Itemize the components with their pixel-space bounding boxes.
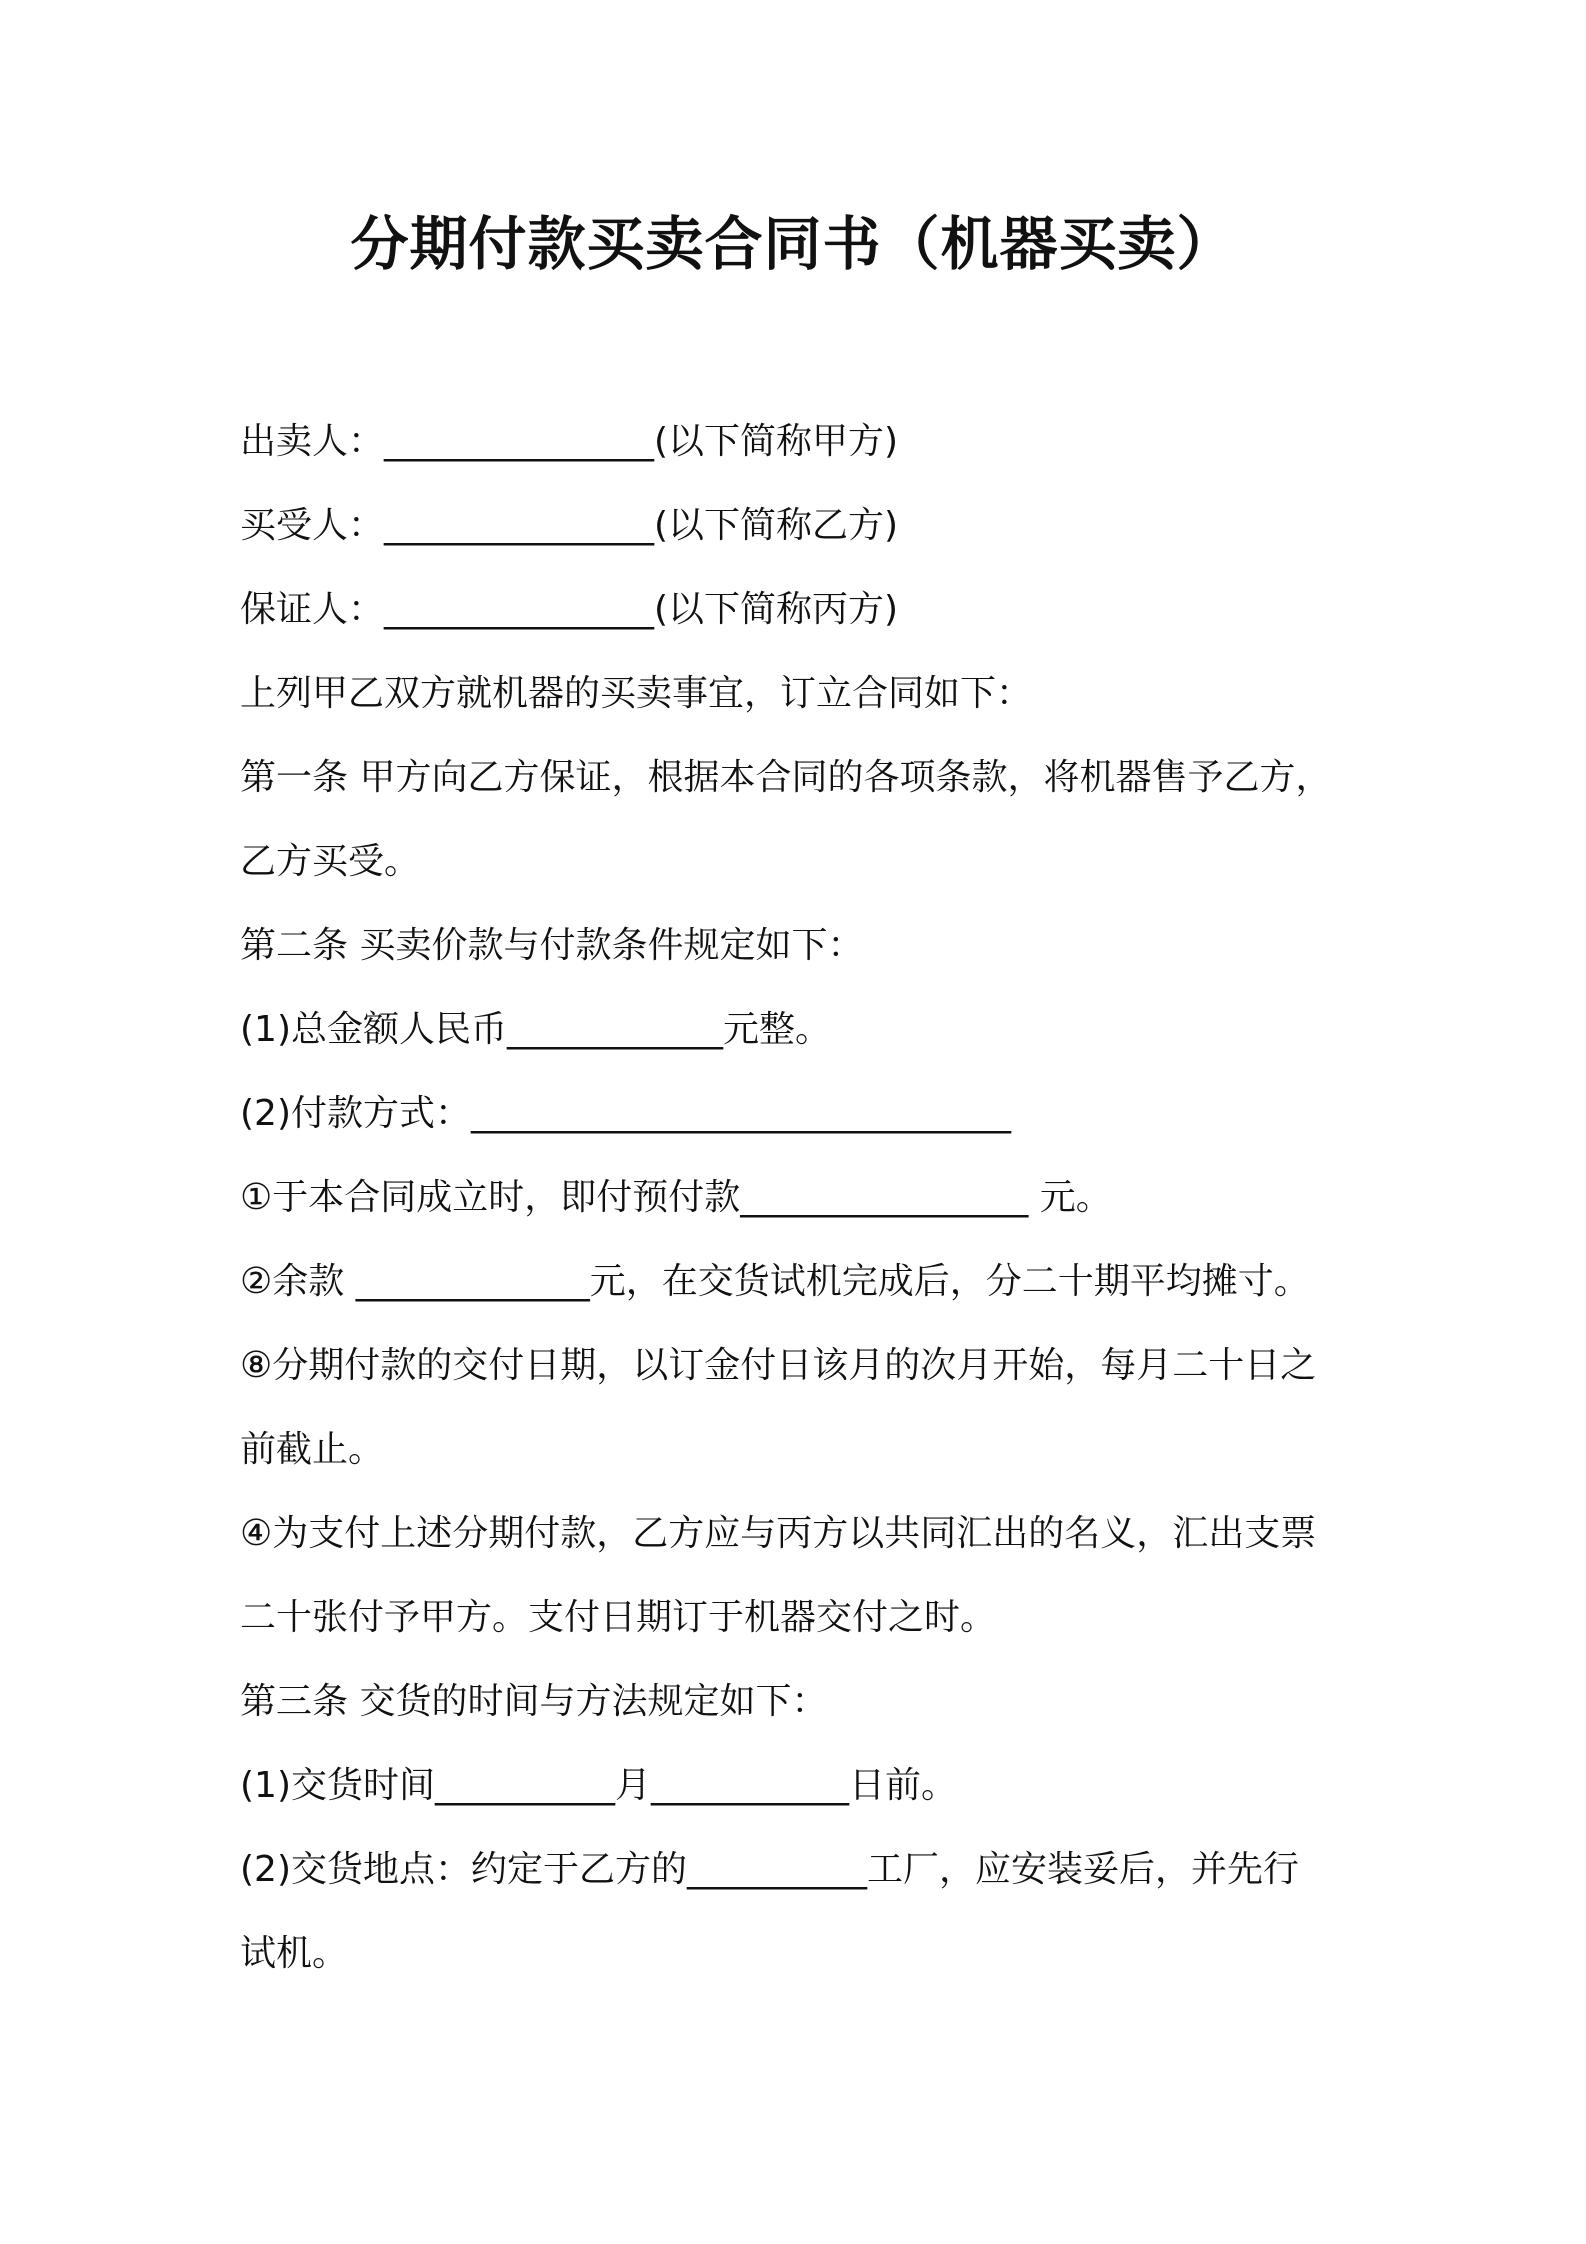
article-2-heading: 第二条 买卖价款与付款条件规定如下：: [240, 925, 864, 966]
article-3-item-1: (1)交货时间__________月___________日前。: [240, 1765, 957, 1806]
article-1-line-1: 第一条 甲方向乙方保证，根据本合同的各项条款，将机器售予乙方，: [240, 757, 1332, 798]
seller-line: 出卖人：_______________(以下简称甲方): [240, 421, 899, 462]
document-title: 分期付款买卖合同书（机器买卖）: [350, 210, 1236, 278]
article-1-line-2: 乙方买受。: [240, 841, 421, 882]
article-2-item-2: (2)付款方式：______________________________: [240, 1093, 1011, 1134]
preamble-line: 上列甲乙双方就机器的买卖事宜，订立合同如下：: [240, 673, 1033, 714]
article-2-item-1: (1)总金额人民币____________元整。: [240, 1009, 831, 1050]
payment-subitem-3-line-1: ⑧分期付款的交付日期，以订金付日该月的次月开始，每月二十日之: [240, 1345, 1317, 1386]
article-3-item-2-line-1: (2)交货地点：约定于乙方的__________工厂，应安装妥后，并先行: [240, 1849, 1299, 1890]
payment-subitem-3-line-2: 前截止。: [240, 1429, 385, 1470]
contract-body: [240, 400, 1370, 1996]
payment-subitem-4-line-2: 二十张付予甲方。支付日期订于机器交付之时。: [240, 1597, 997, 1638]
article-3-heading: 第三条 交货的时间与方法规定如下：: [240, 1681, 828, 1722]
guarantor-line: 保证人：_______________(以下简称丙方): [240, 589, 899, 630]
buyer-line: 买受人：_______________(以下简称乙方): [240, 505, 899, 546]
article-3-item-2-line-2: 试机。: [240, 1933, 349, 1974]
payment-subitem-4-line-1: ④为支付上述分期付款，乙方应与丙方以共同汇出的名义，汇出支票: [240, 1513, 1317, 1554]
payment-subitem-2: ②余款 _____________元，在交货试机完成后，分二十期平均摊寸。: [240, 1261, 1310, 1302]
payment-subitem-1: ①于本合同成立时，即付预付款________________ 元。: [240, 1177, 1112, 1218]
